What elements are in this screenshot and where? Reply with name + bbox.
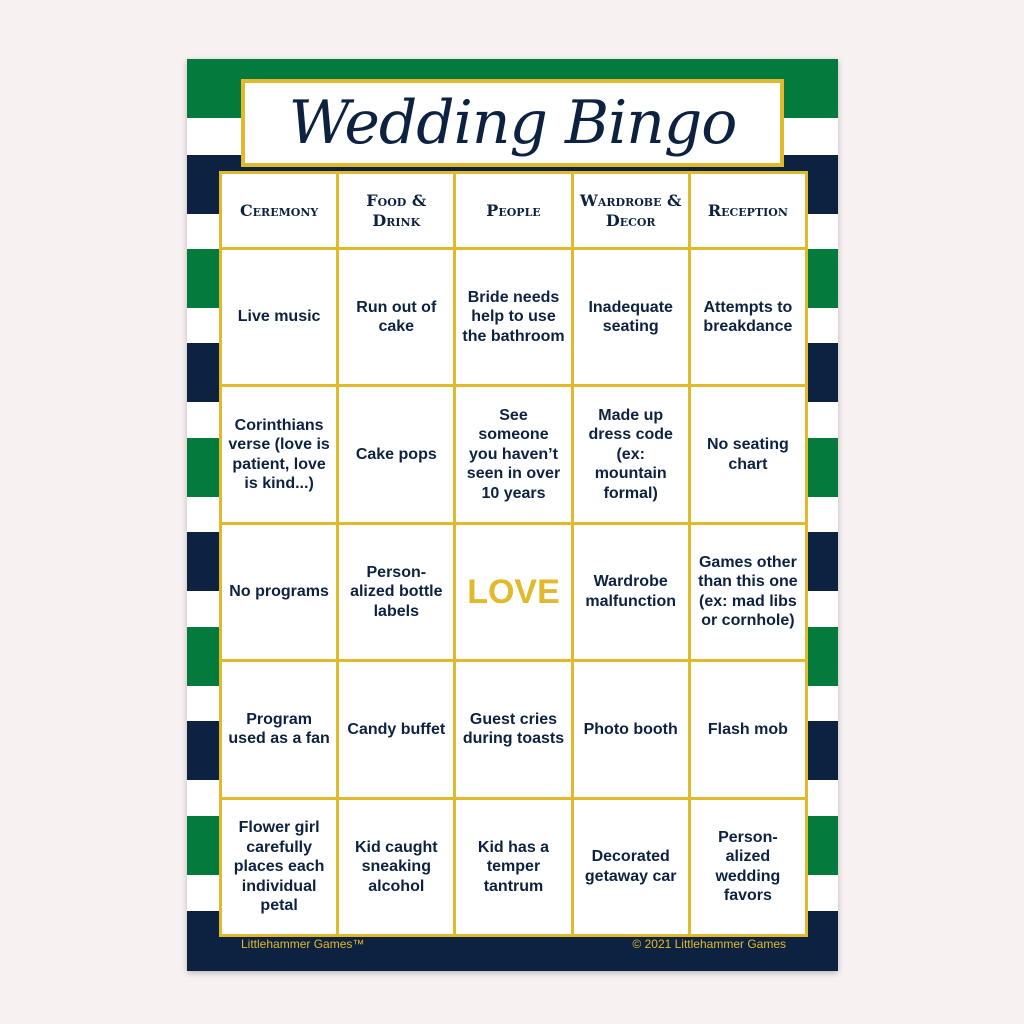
bingo-cell[interactable] [574, 525, 688, 659]
page-title: Wedding Bingo [288, 88, 737, 158]
bingo-cell-label: See someone you haven’t seen in over 10 years [466, 406, 561, 502]
bingo-cell-label: Decorated getaway car [584, 848, 677, 885]
free-space-cell[interactable] [456, 525, 570, 659]
bingo-cell-label: Inadequate seating [588, 298, 673, 336]
bingo-cell[interactable] [222, 525, 336, 659]
bingo-cell-label: Flower girl carefully places each individual petal [233, 819, 325, 915]
bingo-cell[interactable] [339, 662, 453, 796]
bingo-cell[interactable] [456, 800, 570, 934]
bingo-cell-label: Candy buffet [347, 720, 446, 738]
column-header [574, 174, 688, 247]
bingo-cell-label: No programs [229, 583, 329, 601]
bingo-cell-label: Photo booth [583, 720, 678, 738]
bingo-cell-label: Live music [237, 308, 321, 326]
bingo-cell-label: Cake pops [355, 445, 437, 463]
bingo-cell[interactable] [574, 250, 688, 384]
bingo-cell[interactable] [691, 250, 805, 384]
bingo-cell-label: No seating chart [706, 436, 789, 473]
bingo-cell[interactable] [574, 387, 688, 521]
bingo-cell-label: Flash mob [707, 720, 788, 738]
bingo-cell[interactable] [691, 387, 805, 521]
bingo-cell-label: Wardrobe malfunction [585, 573, 677, 610]
bingo-cell-label: Bride needs help to use the bathroom [462, 288, 565, 345]
bingo-cell-label: Person-alized wedding favors [715, 828, 781, 905]
column-header-label: Reception [707, 200, 788, 220]
bingo-cell-label: Program used as a fan [228, 710, 330, 748]
column-header-label: Food & Drink [366, 190, 427, 230]
bingo-cell-label: Run out of cake [356, 298, 437, 336]
bingo-cell[interactable] [222, 387, 336, 521]
bingo-cell-label: Person-alized bottle labels [350, 563, 443, 620]
bingo-cell-label: Kid caught sneaking alcohol [354, 838, 438, 895]
bingo-cell[interactable] [222, 800, 336, 934]
bingo-cell-label: Corinthians verse (love is patient, love is kind...) [228, 416, 330, 493]
bingo-cell[interactable] [456, 387, 570, 521]
footer-brand: Littlehammer Games™ [241, 937, 365, 951]
column-header [456, 174, 570, 247]
bingo-cell[interactable] [574, 800, 688, 934]
footer-copyright: © 2021 Littlehammer Games [632, 937, 786, 951]
bingo-cell[interactable] [339, 387, 453, 521]
bingo-cell[interactable] [691, 800, 805, 934]
bingo-cell[interactable] [574, 662, 688, 796]
bingo-cell-label: Made up dress code (ex: mountain formal) [588, 406, 673, 502]
bingo-cell[interactable] [339, 800, 453, 934]
bingo-cell-label: Guest cries during toasts [462, 710, 565, 748]
bingo-cell-label: Attempts to breakdance [703, 298, 793, 336]
column-header [339, 174, 453, 247]
bingo-cell[interactable] [222, 662, 336, 796]
column-header-label: People [486, 200, 541, 220]
bingo-cell[interactable] [339, 250, 453, 384]
title-banner [241, 79, 784, 167]
bingo-cell[interactable] [691, 525, 805, 659]
bingo-cell[interactable] [691, 662, 805, 796]
bingo-cell[interactable] [339, 525, 453, 659]
bingo-grid [219, 171, 808, 937]
bingo-cell[interactable] [456, 662, 570, 796]
bingo-cell-label: Kid has a temper tantrum [477, 838, 550, 895]
column-header [691, 174, 805, 247]
bingo-card [187, 59, 838, 971]
bingo-cell[interactable] [222, 250, 336, 384]
column-header-label: Wardrobe & Decor [579, 190, 682, 230]
bingo-cell[interactable] [456, 250, 570, 384]
bingo-cell-label: Games other than this one (ex: mad libs or cornhole) [698, 553, 798, 630]
column-header [222, 174, 336, 247]
column-header-label: Ceremony [239, 200, 319, 220]
free-space-label: LOVE [467, 572, 560, 611]
